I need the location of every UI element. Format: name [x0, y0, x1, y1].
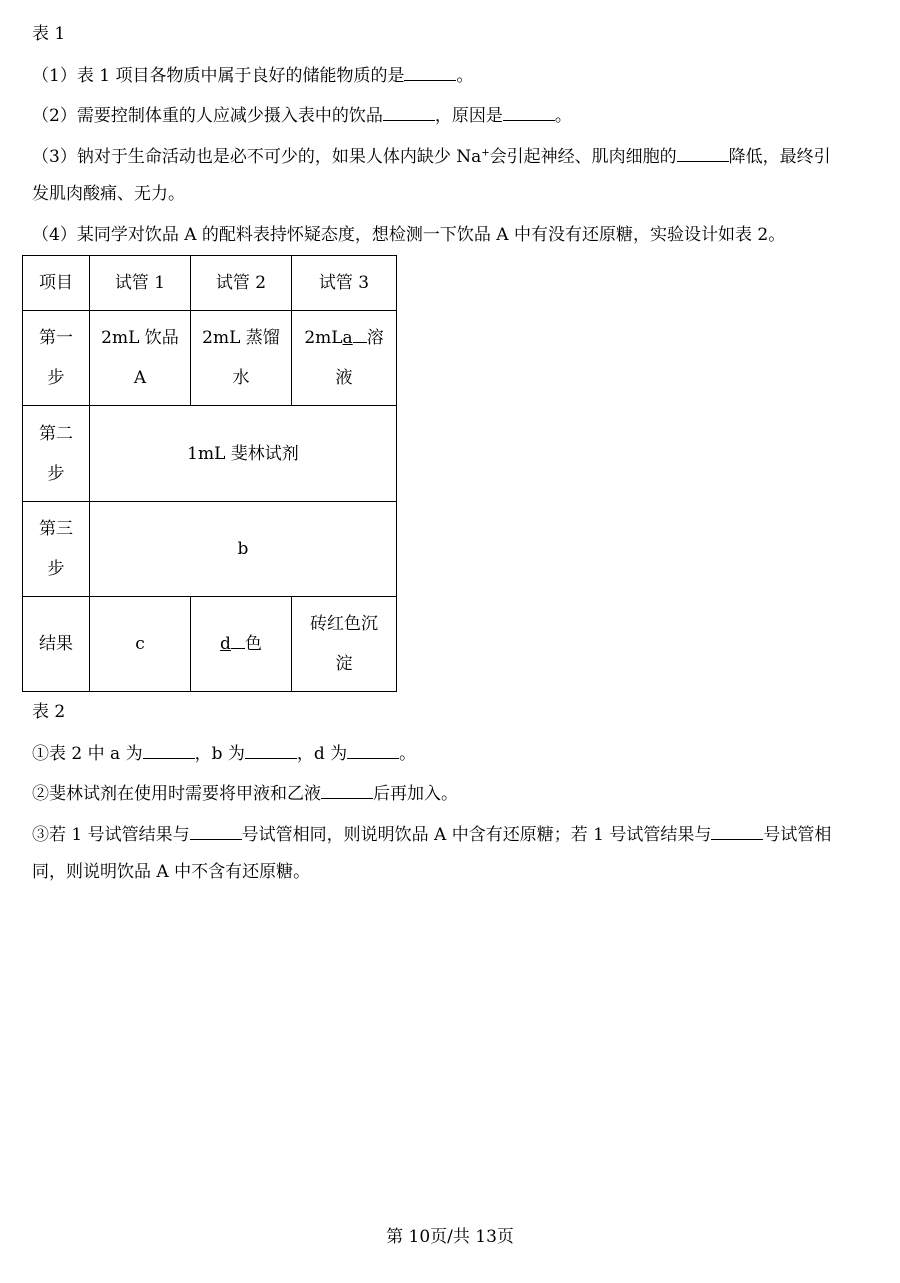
sub-question-3-line1 — [32, 821, 831, 847]
header-item: 项目 — [23, 256, 90, 311]
question-2 — [32, 102, 572, 128]
header-tube-2: 试管 2 — [191, 256, 292, 311]
sub3-part3: 号试管相 — [763, 825, 832, 845]
table-row-step1 — [23, 311, 397, 406]
step1-tube3-prefix: 2mL — [304, 328, 343, 348]
step3-label — [23, 502, 90, 597]
step3-label-line1: 第三 — [39, 519, 73, 539]
result-tube2-blank-d: d — [220, 634, 231, 654]
question-1-text: （1）表 1 项目各物质中属于良好的储能物质的是 — [32, 66, 405, 86]
step1-tube2-line1: 2mL 蒸馏 — [202, 328, 280, 348]
step1-tube1 — [90, 311, 191, 406]
question-4: （4）某同学对饮品 A 的配料表持怀疑态度，想检测一下饮品 A 中有没有还原糖，实验设计如表 2。 — [32, 225, 786, 245]
answer-blank-a[interactable] — [143, 740, 195, 759]
question-3-part2: 会引起神经、肌肉细胞的 — [489, 147, 677, 167]
answer-blank-tube-not-contains[interactable] — [711, 821, 763, 840]
table-row-step2 — [23, 406, 397, 502]
answer-blank-d[interactable] — [347, 740, 399, 759]
sub-question-2 — [32, 780, 458, 806]
answer-blank-q1[interactable] — [404, 62, 456, 81]
step1-tube2-line2: 水 — [232, 368, 250, 388]
sub1-part3: ，d 为 — [296, 744, 348, 764]
question-3-line1 — [32, 143, 831, 169]
question-3-line2: 发肌肉酸痛、无力。 — [32, 184, 185, 204]
answer-blank-q2-drink[interactable] — [383, 102, 435, 121]
table-row-header — [23, 256, 397, 311]
answer-blank-a-underline[interactable] — [353, 324, 367, 343]
question-1 — [32, 62, 473, 88]
question-1-end: 。 — [456, 66, 474, 86]
result-tube3-line1: 砖红色沉 — [310, 614, 378, 634]
sub1-end: 。 — [399, 744, 417, 764]
question-2-part1: （2）需要控制体重的人应减少摄入表中的饮品 — [32, 106, 383, 126]
question-3-part3: 降低，最终引 — [728, 147, 831, 167]
table2-caption: 表 2 — [32, 702, 66, 722]
step3-content: b — [90, 502, 397, 597]
header-tube-1: 试管 1 — [90, 256, 191, 311]
header-tube-3: 试管 3 — [292, 256, 397, 311]
result-tube2 — [191, 597, 292, 692]
step1-tube3-blank-a: a — [342, 328, 353, 348]
step1-tube1-line1: 2mL 饮品 — [101, 328, 179, 348]
table-row-result — [23, 597, 397, 692]
sub2-part2: 后再加入。 — [373, 784, 458, 804]
step1-tube3-suffix: 溶 — [366, 328, 384, 348]
step1-label — [23, 311, 90, 406]
experiment-table — [22, 255, 397, 692]
sub2-part1: ②斐林试剂在使用时需要将甲液和乙液 — [32, 784, 321, 804]
answer-blank-tube-contains[interactable] — [190, 821, 242, 840]
sub3-part2: 号试管相同，则说明饮品 A 中含有还原糖；若 1 号试管结果与 — [241, 825, 712, 845]
answer-blank-q2-reason[interactable] — [503, 102, 555, 121]
step1-tube2 — [191, 311, 292, 406]
result-label: 结果 — [23, 597, 90, 692]
step1-tube3-line2: 液 — [335, 368, 353, 388]
answer-blank-q3[interactable] — [677, 143, 729, 162]
step2-label-line2: 步 — [47, 463, 65, 484]
step1-label-line1: 第一 — [39, 328, 73, 348]
sub1-part1: ①表 2 中 a 为 — [32, 744, 143, 764]
question-2-part2: ，原因是 — [434, 106, 503, 126]
step2-label — [23, 406, 90, 502]
question-3-part1: （3）钠对于生命活动也是必不可少的，如果人体内缺少 Na — [32, 147, 482, 167]
step1-label-line2: 步 — [47, 368, 65, 388]
answer-blank-d-underline[interactable] — [231, 630, 245, 649]
table-row-step3 — [23, 502, 397, 597]
page-footer: 第 10页/共 13页 — [386, 1227, 514, 1247]
sub-question-3-line2: 同，则说明饮品 A 中不含有还原糖。 — [32, 862, 311, 882]
result-tube2-suffix: 色 — [244, 634, 262, 654]
result-tube3-line2: 淀 — [335, 654, 353, 674]
sub-question-1 — [32, 740, 416, 766]
result-tube1: c — [90, 597, 191, 692]
answer-blank-mix[interactable] — [321, 780, 373, 799]
answer-blank-b[interactable] — [245, 740, 297, 759]
step2-label-line1: 第二 — [39, 423, 73, 444]
table1-caption: 表 1 — [32, 24, 66, 44]
step2-content: 1mL 斐林试剂 — [90, 406, 397, 502]
sub3-part1: ③若 1 号试管结果与 — [32, 825, 190, 845]
result-tube3 — [292, 597, 397, 692]
step1-tube1-line2: A — [133, 368, 147, 388]
step1-tube3 — [292, 311, 397, 406]
sub1-part2: ，b 为 — [194, 744, 245, 764]
step3-label-line2: 步 — [47, 559, 65, 579]
question-3-sup: + — [481, 147, 490, 159]
question-2-end: 。 — [554, 106, 572, 126]
